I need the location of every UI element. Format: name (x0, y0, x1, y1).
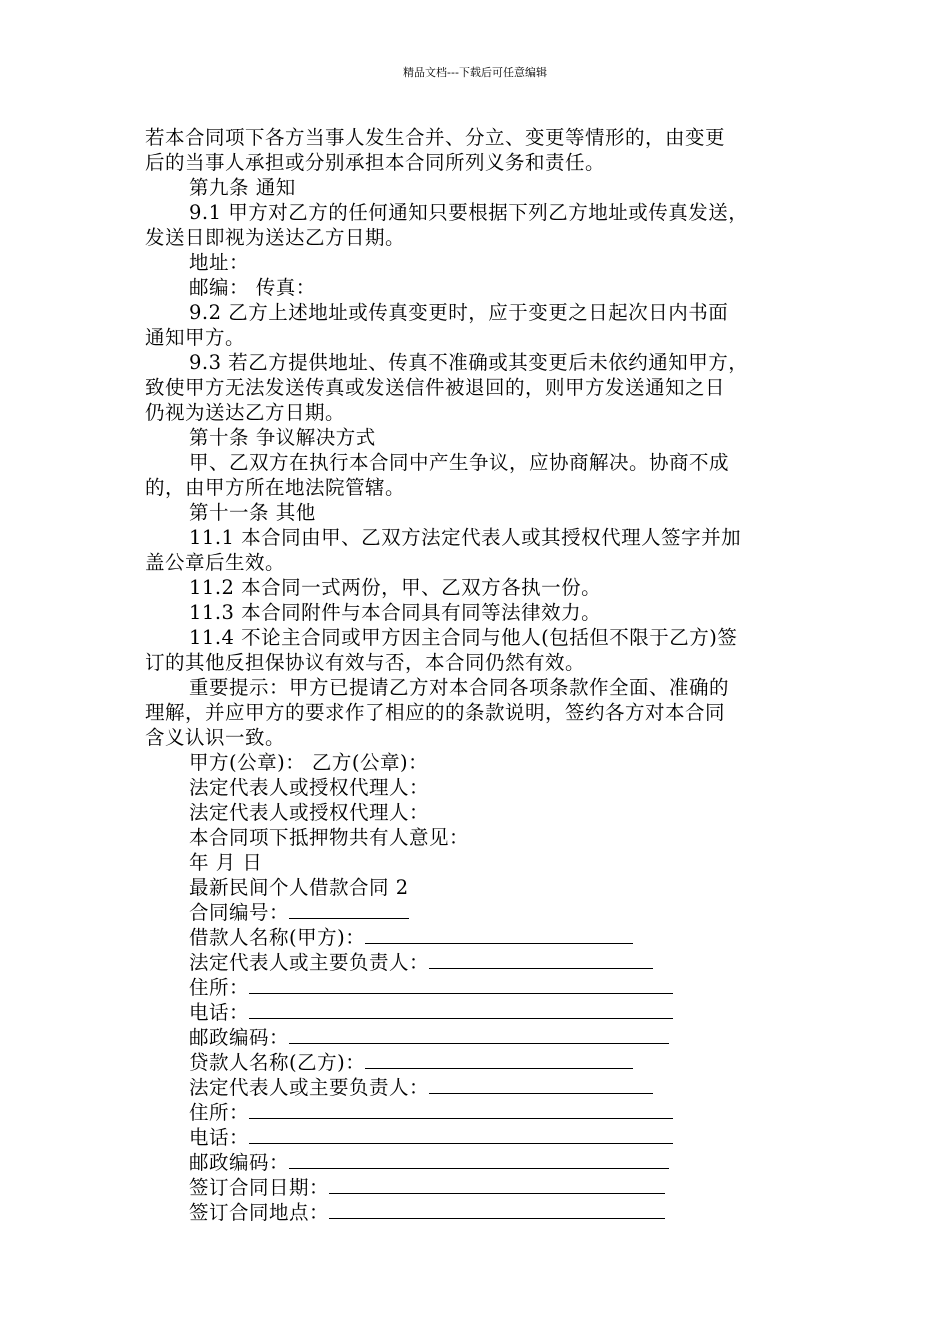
blank-line (249, 1000, 673, 1019)
blank-line (289, 1025, 669, 1044)
blank-line (289, 1150, 669, 1169)
representative-line (145, 775, 825, 800)
text-line: 年 月 日 (189, 851, 263, 874)
important-notice-continued (145, 725, 825, 750)
blank-line (289, 900, 409, 919)
text-line: 法定代表人或授权代理人： (189, 801, 430, 824)
blank-line (249, 975, 673, 994)
text-line: 最新民间个人借款合同 2 (189, 876, 409, 899)
field-lender-address (145, 1100, 825, 1125)
text-line: 致使甲方无法发送传真或发送信件被退回的，则甲方发送通知之日 (145, 376, 726, 399)
text-line: 盖公章后生效。 (145, 551, 286, 574)
text-line: 订的其他反担保协议有效与否，本合同仍然有效。 (145, 651, 586, 674)
section-heading-9 (145, 175, 825, 200)
text-line: 11.1 本合同由甲、乙双方法定代表人或其授权代理人签字并加 (189, 526, 742, 549)
blank-line (429, 1075, 653, 1094)
text-line: 9.2 乙方上述地址或传真变更时，应于变更之日起次日内书面 (189, 301, 729, 324)
paragraph (145, 125, 825, 150)
field-label: 邮政编码： (189, 1026, 290, 1049)
postcode-fax-line (145, 275, 825, 300)
page-header: 精品文档---下载后可任意编辑 (403, 66, 547, 79)
text-line: 重要提示：甲方已提请乙方对本合同各项条款作全面、准确的 (189, 676, 730, 699)
field-borrower-postcode (145, 1025, 825, 1050)
field-label: 签订合同日期： (189, 1176, 330, 1199)
field-label: 电话： (189, 1001, 250, 1024)
text-line: 若本合同项下各方当事人发生合并、分立、变更等情形的，由变更 (145, 126, 726, 149)
field-lender-phone (145, 1125, 825, 1150)
text-line: 后的当事人承担或分别承担本合同所列义务和责任。 (145, 151, 606, 174)
text-line: 第九条 通知 (189, 176, 296, 199)
blank-line (429, 950, 653, 969)
blank-line (365, 925, 633, 944)
text-line: 第十一条 其他 (189, 501, 316, 524)
field-label: 住所： (189, 976, 250, 999)
clause-11-4 (145, 625, 825, 650)
text-line: 甲、乙双方在执行本合同中产生争议，应协商解决。协商不成 (189, 451, 730, 474)
text-line: 邮编： 传真： (189, 276, 316, 299)
field-label: 法定代表人或主要负责人： (189, 951, 430, 974)
blank-line (249, 1125, 673, 1144)
dispute-clause-continued (145, 475, 825, 500)
text-line: 理解，并应甲方的要求作了相应的的条款说明，签约各方对本合同 (145, 701, 726, 724)
field-label: 邮政编码： (189, 1151, 290, 1174)
field-lender-postcode (145, 1150, 825, 1175)
contract-title-2 (145, 875, 825, 900)
text-line: 11.2 本合同一式两份，甲、乙双方各执一份。 (189, 576, 602, 599)
document-body (145, 125, 825, 1225)
clause-11-3 (145, 600, 825, 625)
blank-line (365, 1050, 633, 1069)
text-line: 11.4 不论主合同或甲方因主合同与他人(包括但不限于乙方)签 (189, 626, 738, 649)
clause-9-3-continued (145, 375, 825, 400)
blank-line (329, 1200, 665, 1219)
field-borrower-name (145, 925, 825, 950)
text-line: 通知甲方。 (145, 326, 246, 349)
field-borrower-representative (145, 950, 825, 975)
clause-9-2-continued (145, 325, 825, 350)
blank-line (249, 1100, 673, 1119)
field-label: 借款人名称(甲方)： (189, 926, 366, 949)
dispute-clause (145, 450, 825, 475)
clause-9-3 (145, 350, 825, 375)
field-label: 贷款人名称(乙方)： (189, 1051, 366, 1074)
important-notice (145, 675, 825, 700)
field-borrower-phone (145, 1000, 825, 1025)
clause-9-1-continued (145, 225, 825, 250)
clause-11-2 (145, 575, 825, 600)
text-line: 本合同项下抵押物共有人意见： (189, 826, 470, 849)
field-label: 合同编号： (189, 901, 290, 924)
section-heading-10 (145, 425, 825, 450)
field-lender-representative (145, 1075, 825, 1100)
text-line: 法定代表人或授权代理人： (189, 776, 430, 799)
text-line: 9.3 若乙方提供地址、传真不准确或其变更后未依约通知甲方， (189, 351, 749, 374)
field-borrower-address (145, 975, 825, 1000)
field-label: 住所： (189, 1101, 250, 1124)
text-line: 11.3 本合同附件与本合同具有同等法律效力。 (189, 601, 602, 624)
field-label: 电话： (189, 1126, 250, 1149)
representative-line (145, 800, 825, 825)
text-line: 甲方(公章)： 乙方(公章)： (189, 751, 429, 774)
paragraph-continued (145, 150, 825, 175)
clause-11-1 (145, 525, 825, 550)
field-signing-place (145, 1200, 825, 1225)
party-seals-line (145, 750, 825, 775)
text-line: 发送日即视为送达乙方日期。 (145, 226, 406, 249)
text-line: 9.1 甲方对乙方的任何通知只要根据下列乙方地址或传真发送， (189, 201, 749, 224)
field-signing-date (145, 1175, 825, 1200)
clause-11-4-continued (145, 650, 825, 675)
field-lender-name (145, 1050, 825, 1075)
clause-11-1-continued (145, 550, 825, 575)
clause-9-3-continued (145, 400, 825, 425)
address-line (145, 250, 825, 275)
field-label: 签订合同地点： (189, 1201, 330, 1224)
clause-9-2 (145, 300, 825, 325)
text-line: 的，由甲方所在地法院管辖。 (145, 476, 406, 499)
text-line: 第十条 争议解决方式 (189, 426, 376, 449)
important-notice-continued (145, 700, 825, 725)
co-owner-opinion-line (145, 825, 825, 850)
text-line: 地址： (189, 251, 250, 274)
field-label: 法定代表人或主要负责人： (189, 1076, 430, 1099)
clause-9-1 (145, 200, 825, 225)
text-line: 仍视为送达乙方日期。 (145, 401, 346, 424)
date-line (145, 850, 825, 875)
section-heading-11 (145, 500, 825, 525)
blank-line (329, 1175, 665, 1194)
field-contract-number (145, 900, 825, 925)
text-line: 含义认识一致。 (145, 726, 286, 749)
